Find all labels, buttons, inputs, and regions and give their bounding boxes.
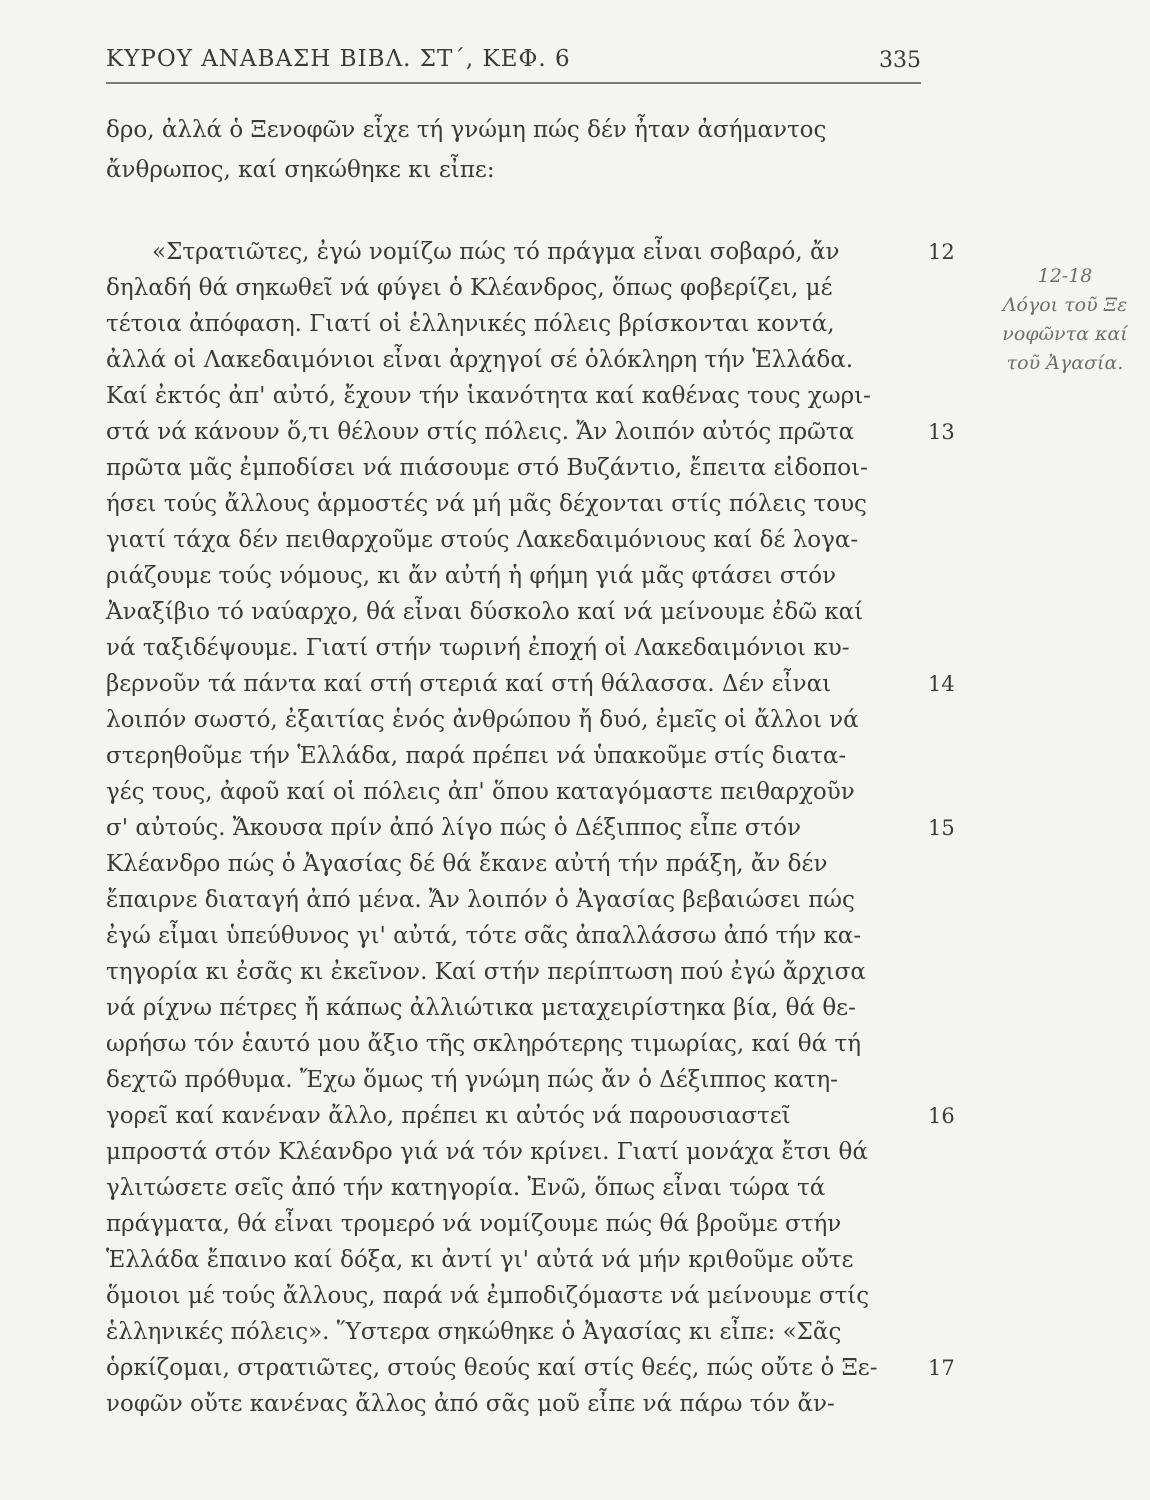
text-line: ἐγώ εἶμαι ὑπεύθυνος γι' αὐτά, τότε σᾶς ἀπαλλάσσω ἀπό τήν κα- (106, 923, 862, 949)
marginal-note-range: 12-18 (1037, 265, 1093, 287)
running-title: ΚΥΡΟΥ ΑΝΑΒΑΣΗ ΒΙΒΛ. ΣΤ΄, ΚΕΦ. 6 (106, 46, 571, 72)
text-line: ήσει τούς ἄλλους ἁρμοστές νά μή μᾶς δέχονται στίς πόλεις τους (106, 491, 867, 517)
marginal-note-line: τοῦ Ἀγασία. (1006, 352, 1124, 374)
section-number: 13 (928, 420, 955, 444)
text-line: τέτοια ἀπόφαση. Γιατί οἱ ἑλληνικές πόλεις βρίσκονται κοντά, (106, 311, 835, 337)
marginal-note-line: νοφῶντα καί (1002, 323, 1128, 345)
text-line: ριάζουμε τούς νόμους, κι ἄν αὐτή ἡ φήμη γιά μᾶς φτάσει στόν (106, 563, 837, 589)
page-number: 335 (879, 48, 921, 73)
section-number: 15 (928, 816, 955, 840)
text-line: νοφῶν οὔτε κανένας ἄλλος ἀπό σᾶς μοῦ εἶπε νά πάρω τόν ἄν- (106, 1391, 835, 1417)
text-line: μπροστά στόν Κλέανδρο γιά νά τόν κρίνει. Γιατί μονάχα ἔτσι θά (106, 1139, 868, 1165)
text-line: λοιπόν σωστό, ἐξαιτίας ἑνός ἀνθρώπου ἤ δυό, ἐμεῖς οἱ ἄλλοι νά (106, 707, 859, 733)
text-line: στά νά κάνουν ὅ,τι θέλουν στίς πόλεις. Ἄν λοιπόν αὐτός πρῶτα (106, 419, 855, 445)
text-line: βερνοῦν τά πάντα καί στή στεριά καί στή θάλασσα. Δέν εἶναι (106, 671, 832, 697)
text-line: ἄνθρωπος, καί σηκώθηκε κι εἶπε: (106, 157, 495, 183)
text-line: ἑλληνικές πόλεις». Ὕστερα σηκώθηκε ὁ Ἀγασίας κι εἶπε: «Σᾶς (106, 1319, 842, 1345)
paragraph-first-line: «Στρατιῶτες, ἐγώ νομίζω πώς τό πράγμα εἶναι σοβαρό, ἄν (152, 239, 840, 265)
text-line: νά ρίχνω πέτρες ἤ κάπως ἀλλιώτικα μεταχειρίστηκα βία, θά θε- (106, 995, 856, 1021)
text-line: σ' αὐτούς. Ἄκουσα πρίν ἀπό λίγο πώς ὁ Δέξιππος εἶπε στόν (106, 815, 802, 841)
section-number: 17 (928, 1356, 955, 1380)
text-line: στερηθοῦμε τήν Ἑλλάδα, παρά πρέπει νά ὑπακοῦμε στίς διατα- (106, 743, 847, 769)
text-line: πρῶτα μᾶς ἐμποδίσει νά πιάσουμε στό Βυζάντιο, ἔπειτα εἰδοποι- (106, 455, 868, 481)
text-line: δηλαδή θά σηκωθεῖ νά φύγει ὁ Κλέανδρος, ὅπως φοβερίζει, μέ (106, 275, 833, 301)
running-head (106, 42, 921, 84)
marginal-note-line: Λόγοι τοῦ Ξε (1002, 294, 1128, 316)
text-line: πράγματα, θά εἶναι τρομερό νά νομίζουμε πώς θά βροῦμε στήν (106, 1211, 842, 1237)
text-line: γιατί τάχα δέν πειθαρχοῦμε στούς Λακεδαιμόνιους καί δέ λογα- (106, 527, 859, 553)
text-line: ἔπαιρνε διαταγή ἀπό μένα. Ἄν λοιπόν ὁ Ἀγασίας βεβαιώσει πώς (106, 887, 855, 913)
text-line: γλιτώσετε σεῖς ἀπό τήν κατηγορία. Ἐνῶ, ὅπως εἶναι τώρα τά (106, 1175, 826, 1201)
section-number: 14 (928, 672, 955, 696)
section-number: 16 (928, 1104, 955, 1128)
text-line: Ἀναξίβιο τό ναύαρχο, θά εἶναι δύσκολο καί νά μείνουμε ἐδῶ καί (106, 599, 864, 625)
text-line: Ἑλλάδα ἔπαινο καί δόξα, κι ἀντί γι' αὐτά νά μήν κριθοῦμε οὔτε (106, 1247, 854, 1273)
text-line: δεχτῶ πρόθυμα. Ἔχω ὅμως τή γνώμη πώς ἄν ὁ Δέξιππος κατη- (106, 1067, 838, 1093)
text-line: ωρήσω τόν ἑαυτό μου ἄξιο τῆς σκληρότερης τιμωρίας, καί θά τή (106, 1031, 861, 1057)
text-line: γές τους, ἀφοῦ καί οἱ πόλεις ἀπ' ὅπου καταγόμαστε πειθαρχοῦν (106, 779, 855, 805)
text-line: Κλέανδρο πώς ὁ Ἀγασίας δέ θά ἔκανε αὐτή τήν πράξη, ἄν δέν (106, 851, 828, 877)
text-line: Καί ἐκτός ἀπ' αὐτό, ἔχουν τήν ἱκανότητα καί καθένας τους χωρι- (106, 383, 871, 409)
marginal-note (980, 262, 1150, 378)
text-line: ἀλλά οἱ Λακεδαιμόνιοι εἶναι ἀρχηγοί σέ ὁλόκληρη τήν Ἑλλάδα. (106, 347, 854, 373)
text-line: τηγορία κι ἐσᾶς κι ἐκεῖνον. Καί στήν περίπτωση πού ἐγώ ἄρχισα (106, 959, 866, 985)
text-line: νά ταξιδέψουμε. Γιατί στήν τωρινή ἐποχή οἱ Λακεδαιμόνιοι κυ- (106, 635, 850, 661)
text-line: δρο, ἀλλά ὁ Ξενοφῶν εἶχε τή γνώμη πώς δέν ἦταν ἀσήμαντος (106, 117, 827, 143)
text-line: ὅμοιοι μέ τούς ἄλλους, παρά νά ἐμποδιζόμαστε νά μείνουμε στίς (106, 1283, 870, 1309)
section-number: 12 (928, 240, 955, 264)
text-line: ὁρκίζομαι, στρατιῶτες, στούς θεούς καί στίς θεές, πώς οὔτε ὁ Ξε- (106, 1355, 878, 1381)
text-line: γορεῖ καί κανέναν ἄλλο, πρέπει κι αὐτός νά παρουσιαστεῖ (106, 1103, 791, 1129)
